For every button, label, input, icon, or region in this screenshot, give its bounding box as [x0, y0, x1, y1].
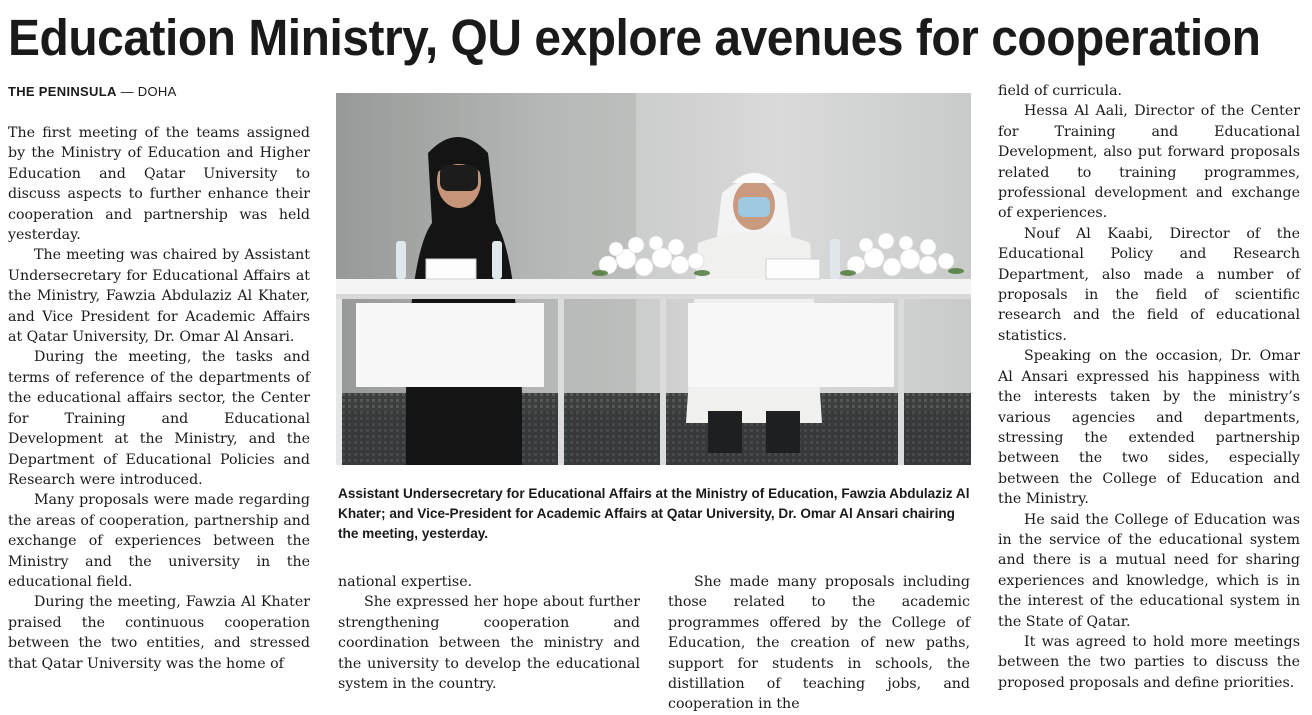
byline-publication: THE PENINSULA	[8, 84, 117, 99]
article-column-3	[668, 572, 970, 715]
paragraph: national expertise.	[338, 574, 473, 590]
paragraph: It was agreed to hold more meetings between the two parties to discuss the proposed proposals and define priorities.	[998, 633, 1300, 691]
paragraph: She made many proposals including those related to the academic programmes offered by the College of Education, the creation of new paths, support for students in schools, the distillation of teaching jobs, and cooperation in the	[668, 574, 970, 713]
paragraph: He said the College of Education was in the service of the educational system and there is a mutual need for sharing experiences and knowledge, which is in the interest of the educational system in the State of Qatar.	[998, 511, 1300, 630]
article-column-4	[998, 81, 1300, 693]
paragraph: Many proposals were made regarding the areas of cooperation, partnership and exchange of experiences between the Ministry and the university in the educational field.	[8, 492, 310, 590]
paragraph: field of curricula.	[998, 83, 1123, 99]
paragraph: The meeting was chaired by Assistant Undersecretary for Educational Affairs at the Ministry, Fawzia Abdulaziz Al Khater, and Vice President for Academic Affairs at Qatar University, Dr. Omar Al Ansari.	[8, 247, 310, 346]
paragraph: During the meeting, Fawzia Al Khater praised the continuous cooperation between the two entities, and stressed that Qatar University was the home of	[8, 594, 310, 672]
article-column-1	[8, 123, 310, 674]
paragraph: Hessa Al Aali, Director of the Center for Training and Educational Development, also put forward proposals related to training programmes, professional development and exchange of experiences.	[998, 103, 1300, 222]
paragraph: She expressed her hope about further strengthening cooperation and coordination between the ministry and the university to develop the educational system in the country.	[338, 594, 640, 693]
paragraph: During the meeting, the tasks and terms of reference of the departments of the educational affairs sector, the Center for Training and Educational Development at the Ministry, and the Department of Educational Policies and Research were introduced.	[8, 349, 310, 488]
byline-location: DOHA	[137, 84, 177, 99]
byline-separator: —	[120, 84, 134, 99]
paragraph: The first meeting of the teams assigned by the Ministry of Education and Higher Education and Qatar University to discuss aspects to further enhance their cooperation and partnership was held yesterday.	[8, 125, 310, 244]
article-column-2	[338, 572, 640, 694]
meeting-photo	[336, 93, 971, 465]
paragraph: Speaking on the occasion, Dr. Omar Al Ansari expressed his happiness with the interests taken by the ministry’s various agencies and departments, stressing the extended partnership between the two sides, especially between the College of Education and the Ministry.	[998, 348, 1300, 508]
paragraph: Nouf Al Kaabi, Director of the Educational Policy and Research Department, also made a number of proposals in the field of scientific research and the field of educational statistics.	[998, 225, 1300, 344]
photo-caption: Assistant Undersecretary for Educational Affairs at the Ministry of Education, Fawzia Abdulaziz Al Khater; and Vice-President for Academic Affairs at Qatar University, Dr. Omar Al Ansari chairing the meeting, yesterday.	[338, 486, 970, 542]
byline	[8, 84, 177, 99]
headline: Education Ministry, QU explore avenues for cooperation	[8, 9, 1261, 66]
